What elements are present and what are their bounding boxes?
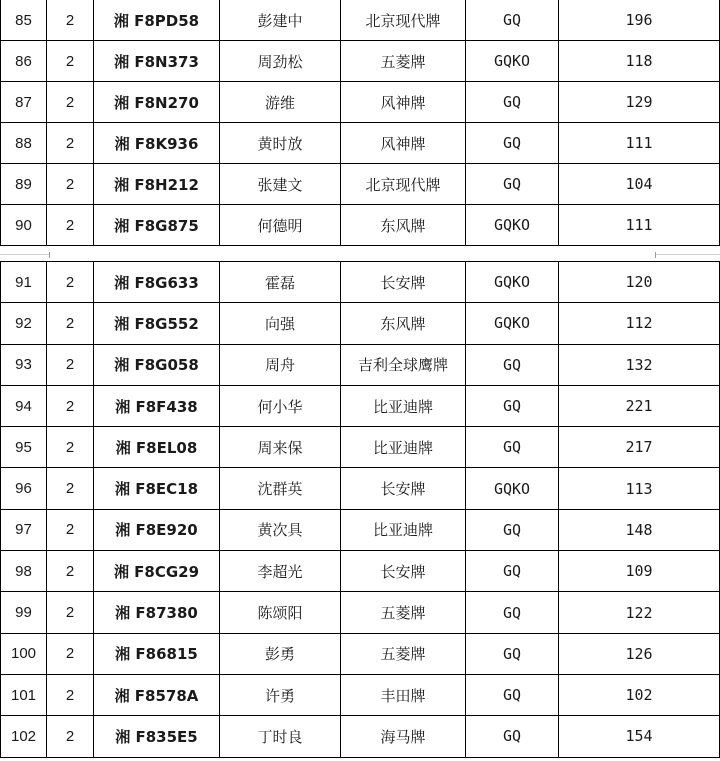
cell-code: GQ [466,633,559,674]
cell-number: 100 [1,633,47,674]
cell-owner-name: 陈颂阳 [220,592,341,633]
table-row [1,468,720,509]
cell-brand: 五菱牌 [341,41,466,82]
cell-code: GQ [466,0,559,41]
cell-plate: 湘 F8N373 [94,41,220,82]
cell-value: 112 [559,303,720,344]
cell-value: 126 [559,633,720,674]
cell-code: GQ [466,164,559,205]
cell-owner-name: 周舟 [220,344,341,385]
cell-brand: 比亚迪牌 [341,509,466,550]
page-break-gap [0,249,720,261]
page-break-tick-left [49,252,50,258]
cell-value: 132 [559,344,720,385]
cell-number: 101 [1,674,47,715]
cell-brand: 风神牌 [341,82,466,123]
records-table-top [0,0,720,246]
cell-code: GQ [466,509,559,550]
cell-brand: 五菱牌 [341,633,466,674]
table-row [1,633,720,674]
cell-number: 95 [1,427,47,468]
cell-code: GQ [466,716,559,757]
cell-owner-name: 霍磊 [220,262,341,303]
cell-type: 2 [47,592,94,633]
cell-brand: 比亚迪牌 [341,385,466,426]
cell-number: 96 [1,468,47,509]
cell-plate: 湘 F835E5 [94,716,220,757]
cell-plate: 湘 F8E920 [94,509,220,550]
table-row [1,82,720,123]
cell-value: 217 [559,427,720,468]
cell-number: 97 [1,509,47,550]
cell-value: 122 [559,592,720,633]
cell-number: 87 [1,82,47,123]
cell-owner-name: 李超光 [220,551,341,592]
cell-plate: 湘 F8G875 [94,205,220,246]
cell-code: GQ [466,592,559,633]
cell-owner-name: 黄时放 [220,123,341,164]
cell-number: 99 [1,592,47,633]
cell-owner-name: 何小华 [220,385,341,426]
cell-number: 88 [1,123,47,164]
cell-type: 2 [47,82,94,123]
cell-plate: 湘 F8G058 [94,344,220,385]
cell-type: 2 [47,344,94,385]
cell-type: 2 [47,509,94,550]
table-row [1,262,720,303]
cell-owner-name: 周来保 [220,427,341,468]
cell-owner-name: 丁时良 [220,716,341,757]
table-row [1,41,720,82]
cell-owner-name: 彭建中 [220,0,341,41]
cell-code: GQ [466,123,559,164]
table-row [1,205,720,246]
cell-type: 2 [47,0,94,41]
records-table-bottom [0,261,720,758]
cell-value: 154 [559,716,720,757]
cell-brand: 海马牌 [341,716,466,757]
cell-owner-name: 何德明 [220,205,341,246]
cell-brand: 北京现代牌 [341,164,466,205]
cell-type: 2 [47,674,94,715]
cell-value: 148 [559,509,720,550]
cell-value: 196 [559,0,720,41]
table-row [1,385,720,426]
cell-owner-name: 彭勇 [220,633,341,674]
cell-number: 89 [1,164,47,205]
cell-value: 120 [559,262,720,303]
cell-type: 2 [47,427,94,468]
cell-code: GQKO [466,262,559,303]
table-row [1,0,720,41]
cell-brand: 长安牌 [341,262,466,303]
cell-owner-name: 许勇 [220,674,341,715]
cell-number: 85 [1,0,47,41]
cell-brand: 丰田牌 [341,674,466,715]
page-break-line-right [655,254,720,255]
cell-type: 2 [47,41,94,82]
cell-code: GQKO [466,468,559,509]
cell-brand: 五菱牌 [341,592,466,633]
cell-type: 2 [47,205,94,246]
cell-plate: 湘 F8K936 [94,123,220,164]
cell-owner-name: 黄次具 [220,509,341,550]
cell-owner-name: 向强 [220,303,341,344]
cell-number: 102 [1,716,47,757]
cell-code: GQ [466,427,559,468]
cell-plate: 湘 F8CG29 [94,551,220,592]
cell-number: 98 [1,551,47,592]
cell-plate: 湘 F86815 [94,633,220,674]
cell-type: 2 [47,716,94,757]
cell-code: GQ [466,385,559,426]
table-row [1,344,720,385]
records-table-top-body [1,0,720,246]
cell-type: 2 [47,468,94,509]
cell-code: GQ [466,674,559,715]
cell-value: 102 [559,674,720,715]
cell-number: 92 [1,303,47,344]
cell-plate: 湘 F8PD58 [94,0,220,41]
cell-owner-name: 周劲松 [220,41,341,82]
cell-plate: 湘 F8578A [94,674,220,715]
cell-type: 2 [47,385,94,426]
page-break-tick-right [655,252,656,258]
cell-plate: 湘 F87380 [94,592,220,633]
cell-value: 221 [559,385,720,426]
cell-brand: 比亚迪牌 [341,427,466,468]
cell-code: GQKO [466,205,559,246]
cell-value: 118 [559,41,720,82]
cell-plate: 湘 F8G633 [94,262,220,303]
table-row [1,427,720,468]
cell-brand: 东风牌 [341,205,466,246]
cell-type: 2 [47,551,94,592]
cell-owner-name: 沈群英 [220,468,341,509]
cell-plate: 湘 F8H212 [94,164,220,205]
cell-code: GQ [466,344,559,385]
table-row [1,303,720,344]
table-row [1,509,720,550]
table-row [1,551,720,592]
cell-code: GQKO [466,303,559,344]
table-row [1,123,720,164]
cell-number: 90 [1,205,47,246]
cell-brand: 长安牌 [341,551,466,592]
cell-value: 113 [559,468,720,509]
cell-brand: 长安牌 [341,468,466,509]
cell-type: 2 [47,123,94,164]
cell-plate: 湘 F8EL08 [94,427,220,468]
cell-brand: 风神牌 [341,123,466,164]
cell-brand: 吉利全球鹰牌 [341,344,466,385]
cell-type: 2 [47,164,94,205]
cell-code: GQKO [466,41,559,82]
cell-number: 86 [1,41,47,82]
table-row [1,674,720,715]
cell-plate: 湘 F8N270 [94,82,220,123]
cell-number: 94 [1,385,47,426]
cell-value: 111 [559,205,720,246]
cell-value: 109 [559,551,720,592]
table-row [1,164,720,205]
table-row [1,592,720,633]
cell-type: 2 [47,303,94,344]
cell-value: 104 [559,164,720,205]
cell-owner-name: 张建文 [220,164,341,205]
cell-type: 2 [47,262,94,303]
cell-code: GQ [466,551,559,592]
records-table-bottom-body [1,262,720,758]
cell-type: 2 [47,633,94,674]
cell-code: GQ [466,82,559,123]
cell-brand: 东风牌 [341,303,466,344]
cell-number: 93 [1,344,47,385]
cell-number: 91 [1,262,47,303]
cell-value: 111 [559,123,720,164]
cell-value: 129 [559,82,720,123]
cell-plate: 湘 F8F438 [94,385,220,426]
table-row [1,716,720,757]
cell-plate: 湘 F8G552 [94,303,220,344]
cell-plate: 湘 F8EC18 [94,468,220,509]
page-break-line-left [0,254,49,255]
cell-owner-name: 游维 [220,82,341,123]
cell-brand: 北京现代牌 [341,0,466,41]
